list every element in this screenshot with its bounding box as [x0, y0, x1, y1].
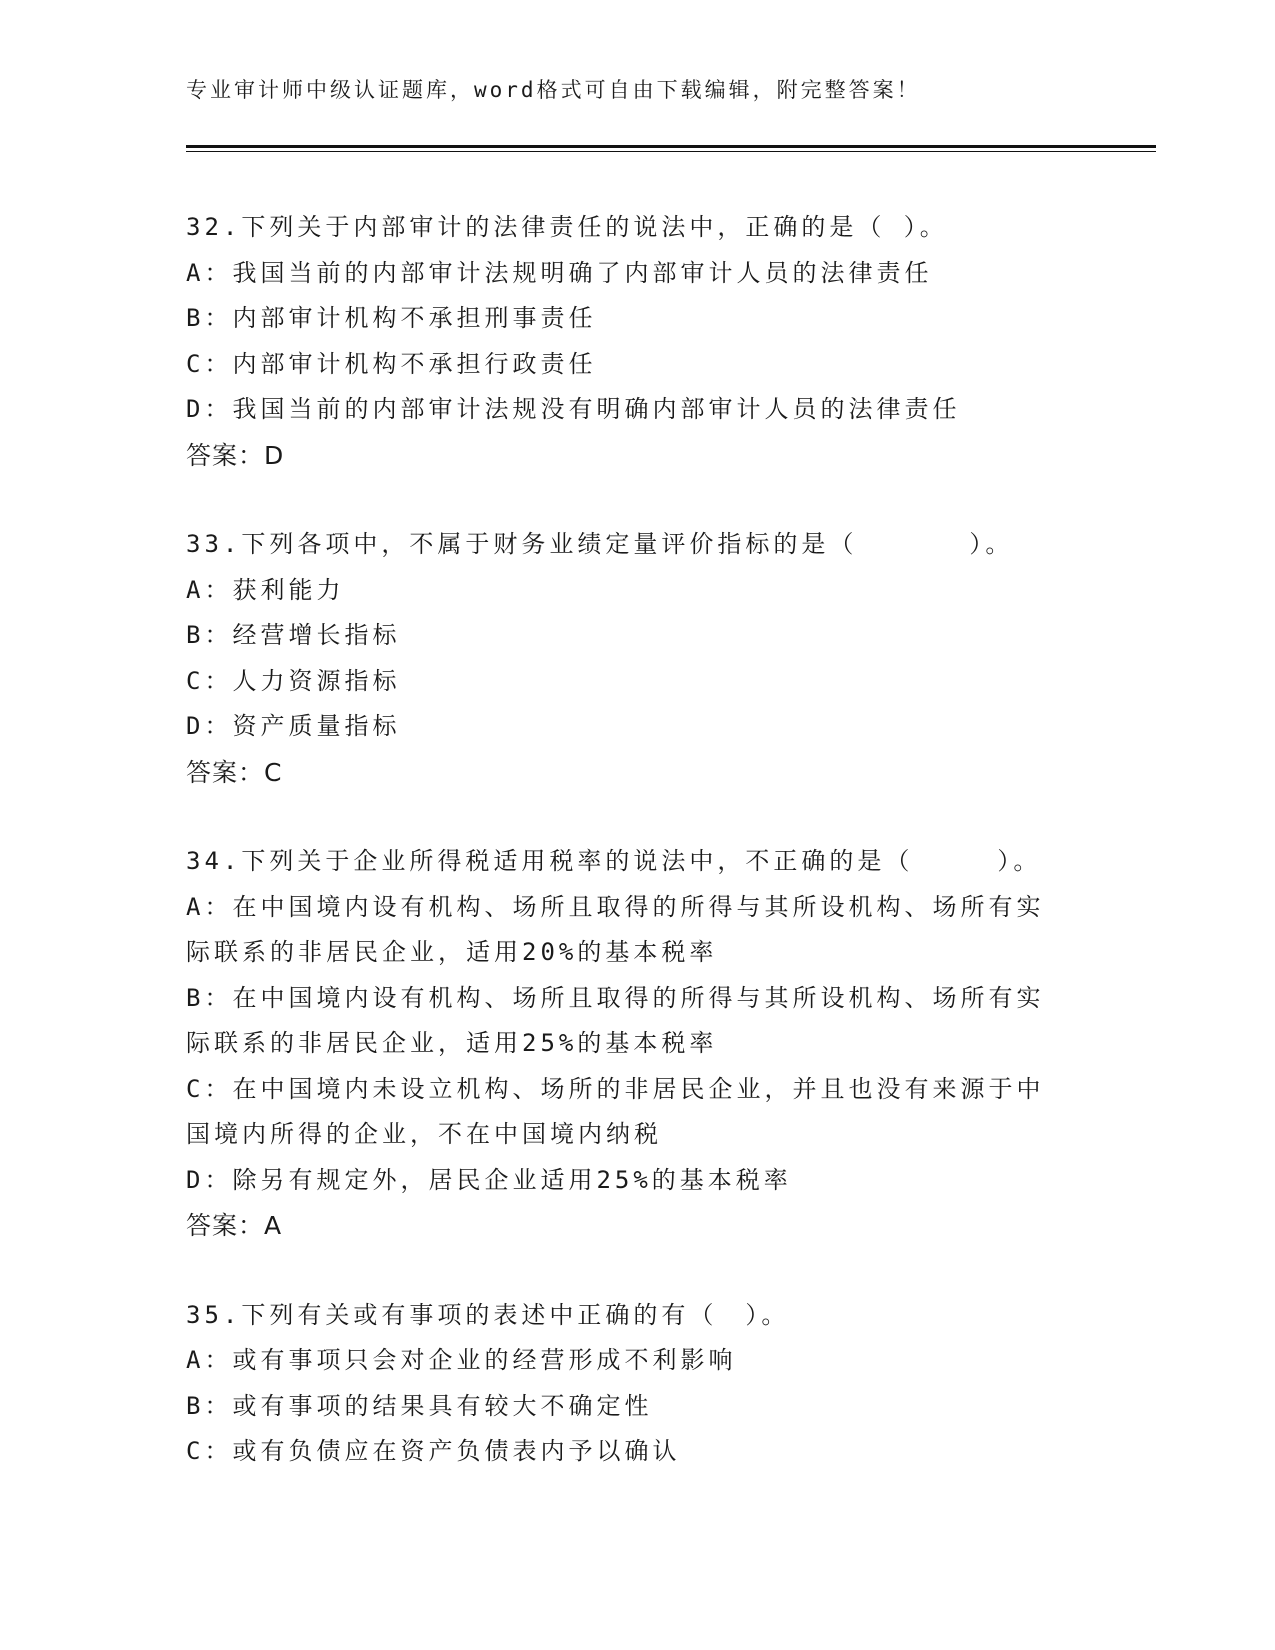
option-a: A：在中国境内设有机构、场所且取得的所得与其所设机构、场所有实 [186, 892, 1045, 921]
option-d: D：除另有规定外，居民企业适用25%的基本税率 [186, 1165, 792, 1194]
answer: 答案：D [186, 440, 285, 470]
answer: 答案：A [186, 1211, 283, 1240]
question-35 [186, 1293, 1086, 1475]
option-b-continued: 际联系的非居民企业，适用25%的基本税率 [186, 1029, 718, 1057]
option-b: B：在中国境内设有机构、场所且取得的所得与其所设机构、场所有实 [186, 983, 1045, 1012]
question-stem: 32.下列关于内部审计的法律责任的说法中，正确的是（ ）。 [186, 213, 948, 241]
header-rule-thick [186, 145, 1156, 148]
option-b: B：内部审计机构不承担刑事责任 [186, 304, 597, 332]
question-stem: 35.下列有关或有事项的表述中正确的有（ ）。 [186, 1300, 790, 1329]
option-c: C：内部审计机构不承担行政责任 [186, 349, 597, 378]
option-d: D：资产质量指标 [186, 712, 401, 740]
document-header: 专业审计师中级认证题库，word格式可自由下载编辑，附完整答案！ [186, 78, 921, 102]
answer: 答案：C [186, 757, 283, 787]
option-c: C：或有负债应在资产负债表内予以确认 [186, 1437, 681, 1465]
question-list [186, 205, 1086, 1519]
option-a: A：获利能力 [186, 575, 345, 604]
option-b: B：经营增长指标 [186, 621, 401, 649]
option-a-continued: 际联系的非居民企业，适用20%的基本税率 [186, 938, 718, 966]
option-c: C：在中国境内未设立机构、场所的非居民企业，并且也没有来源于中 [186, 1074, 1045, 1103]
option-a: A：我国当前的内部审计法规明确了内部审计人员的法律责任 [186, 258, 933, 287]
question-32 [186, 205, 1086, 478]
option-a: A：或有事项只会对企业的经营形成不利影响 [186, 1346, 737, 1374]
question-33 [186, 522, 1086, 795]
question-stem: 34.下列关于企业所得税适用税率的说法中，不正确的是（ ）。 [186, 847, 1042, 875]
option-b: B：或有事项的结果具有较大不确定性 [186, 1391, 653, 1420]
question-34 [186, 839, 1086, 1249]
option-c: C：人力资源指标 [186, 666, 401, 695]
question-stem: 33.下列各项中，不属于财务业绩定量评价指标的是（ ）。 [186, 530, 1014, 558]
option-d: D：我国当前的内部审计法规没有明确内部审计人员的法律责任 [186, 395, 961, 423]
option-c-continued: 国境内所得的企业，不在中国境内纳税 [186, 1120, 662, 1148]
header-rule-thin [186, 151, 1156, 152]
